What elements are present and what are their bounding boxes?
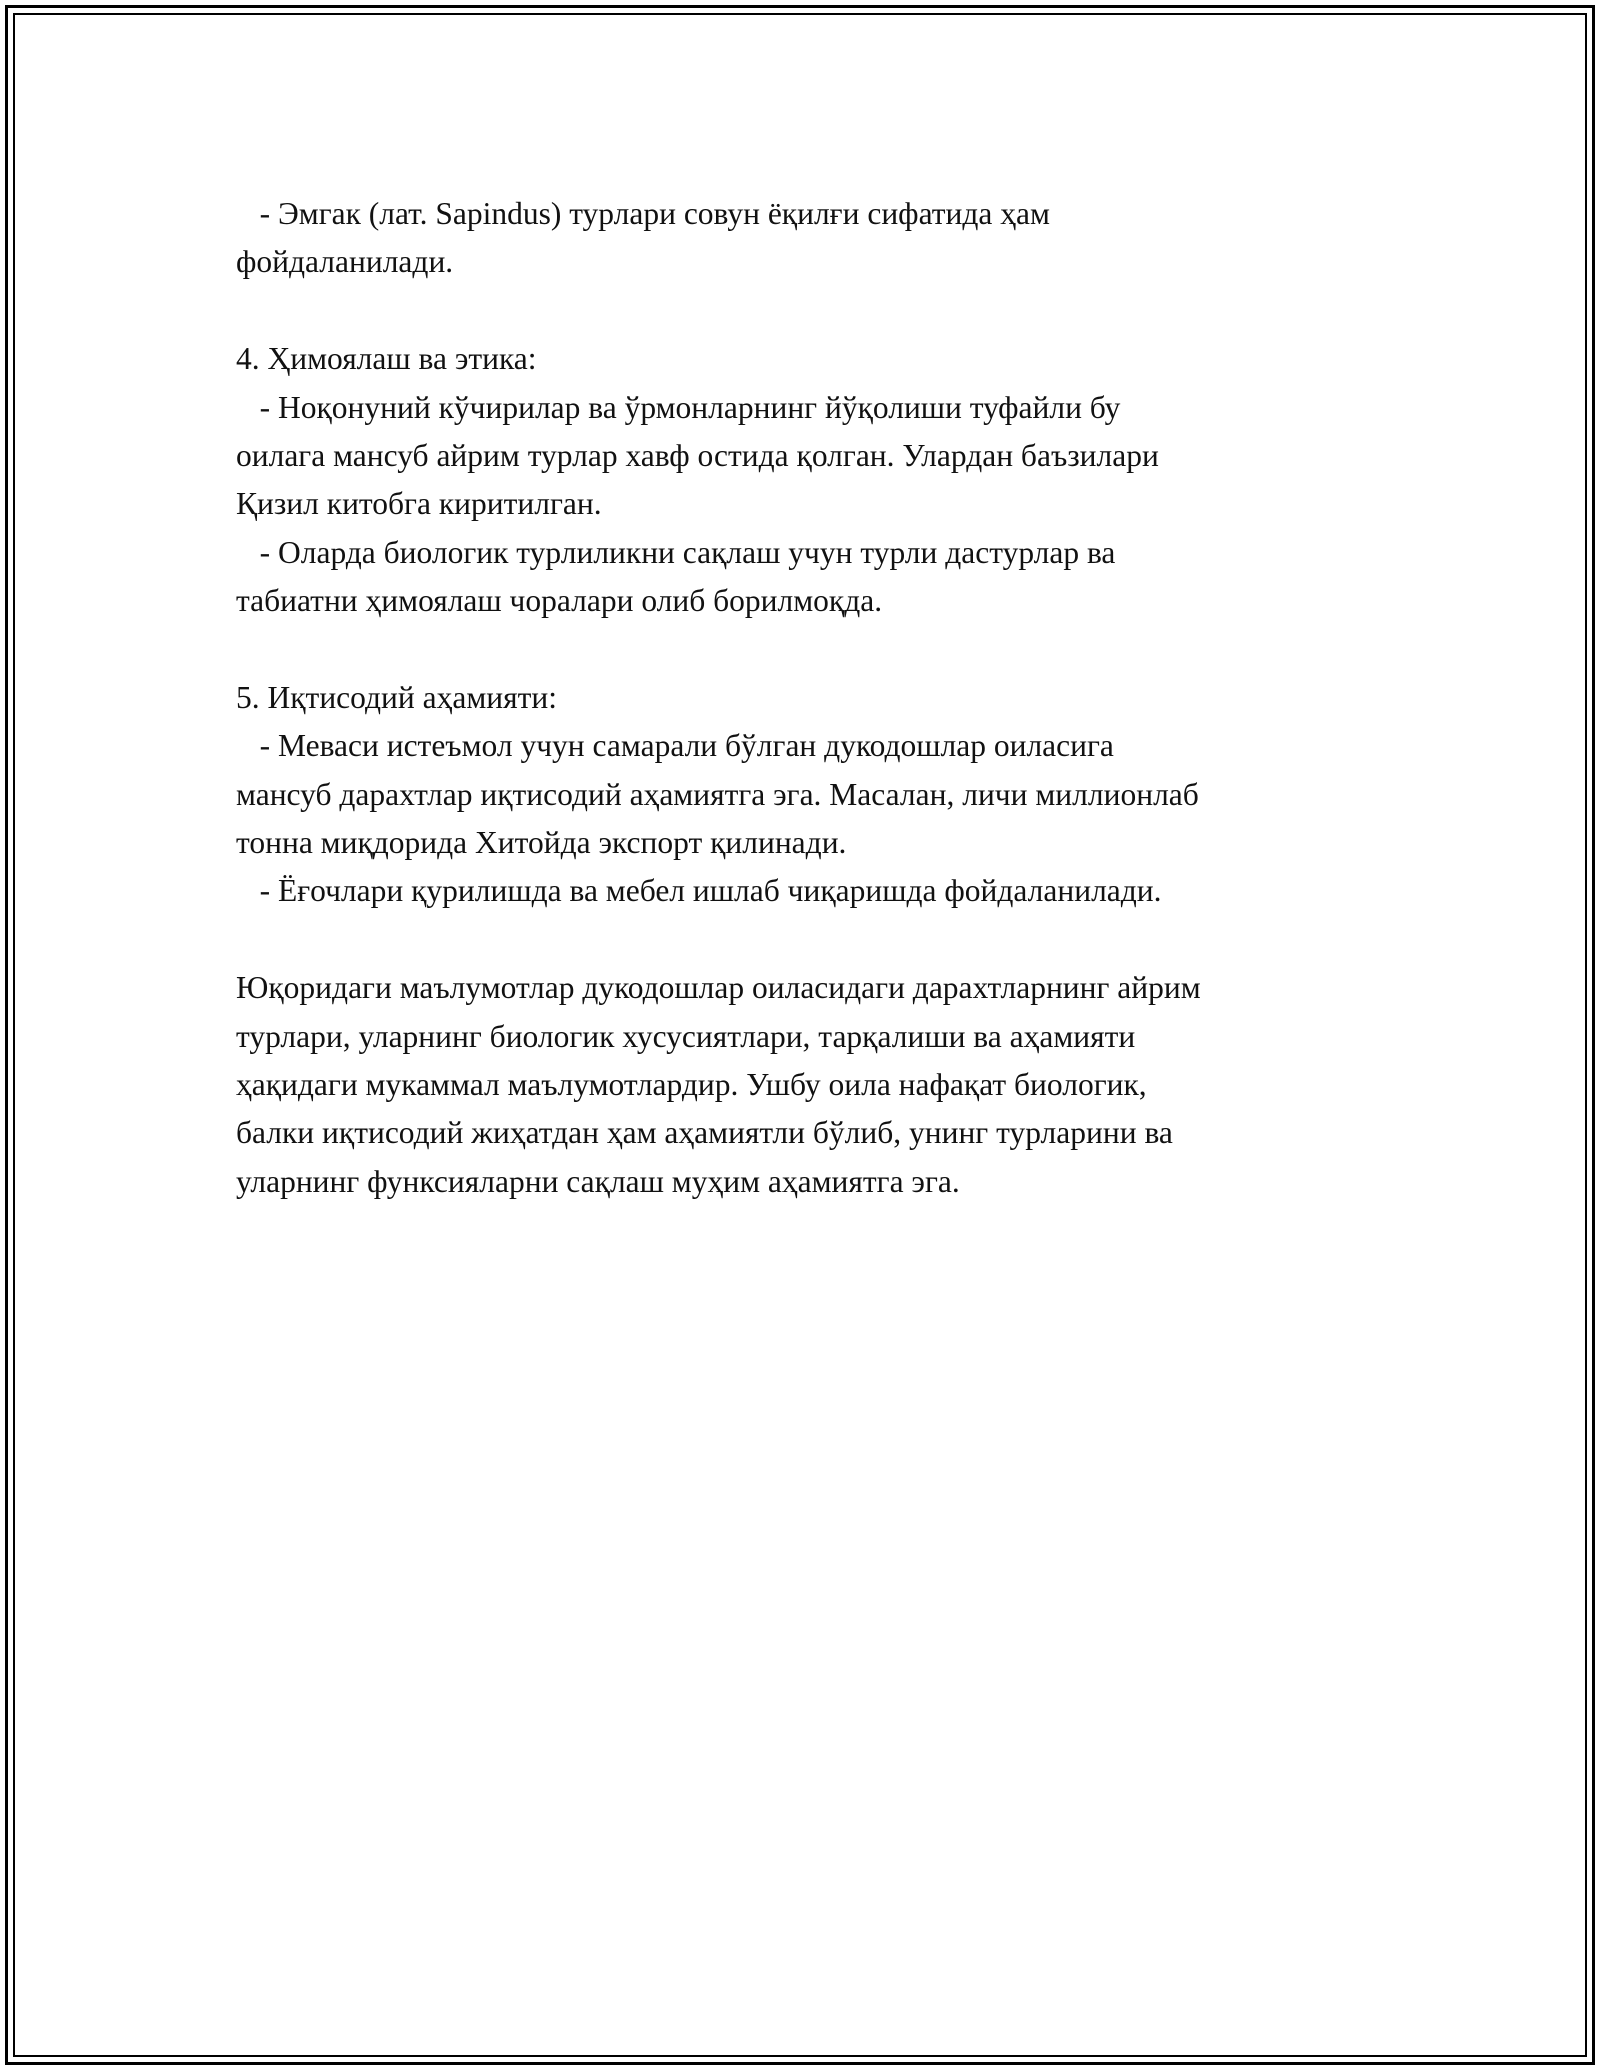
text-line: - Ёғочлари қурилишда ва мебел ишлаб чиқаришда фойдаланилади.: [236, 873, 1162, 909]
text-line: турлари, уларнинг биологик хусусиятлари, тарқалиши ва аҳамияти: [236, 1018, 1136, 1054]
text-line: Қизил китобга киритилган.: [236, 486, 602, 522]
text-line: - Эмгак (лат. Sapindus) турлари совун ёқилғи сифатида ҳам: [236, 196, 1050, 231]
text-line: фойдаланилади.: [236, 244, 454, 280]
text-line: Юқоридаги маълумотлар дукодошлар оиласидаги дарахтларнинг айрим: [236, 970, 1201, 1006]
text-line: балки иқтисодий жиҳатдан ҳам аҳамиятли бўлиб, унинг турларини ва: [236, 1115, 1173, 1151]
text-line: тонна миқдорида Хитойда экспорт қилинади.: [236, 825, 847, 861]
text-line: - Меваси истеъмол учун самарали бўлган дукодошлар оиласига: [236, 728, 1114, 764]
text-line: ҳақидаги мукаммал маълумотлардир. Ушбу оила нафақат биологик,: [236, 1067, 1147, 1103]
text-line: мансуб дарахтлар иқтисодий аҳамиятга эга. Масалан, личи миллионлаб: [236, 776, 1199, 812]
text-line: - Ноқонуний кўчирилар ва ўрмонларнинг йўқолиши туфайли бу: [236, 389, 1121, 425]
section-heading: 5. Иқтисодий аҳамияти:: [236, 679, 557, 715]
document-body: [236, 190, 1396, 1206]
blank-line: [236, 287, 1396, 335]
section-heading: 4. Ҳимоялаш ва этика:: [236, 341, 537, 377]
blank-line: [236, 626, 1396, 674]
text-line: оилага мансуб айрим турлар хавф остида қолган. Улардан баъзилари: [236, 437, 1159, 473]
text-line: табиатни ҳимоялаш чоралари олиб борилмоқда.: [236, 583, 883, 619]
blank-line: [236, 916, 1396, 964]
text-line: - Оларда биологик турлиликни сақлаш учун турли дастурлар ва: [236, 534, 1116, 570]
text-line: уларнинг функсияларни сақлаш муҳим аҳамиятга эга.: [236, 1163, 960, 1199]
